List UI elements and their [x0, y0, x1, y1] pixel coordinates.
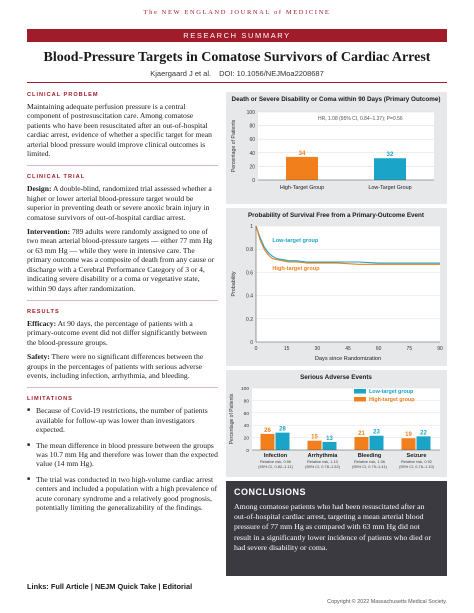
legend-swatch	[354, 397, 366, 402]
bar	[261, 434, 275, 450]
results-heading: RESULTS	[27, 308, 60, 315]
bar-value-label: 28	[279, 426, 286, 433]
bar	[355, 437, 369, 450]
intervention-paragraph	[27, 227, 218, 293]
journal-name: The NEW ENGLAND JOURNAL of MEDICINE	[143, 9, 331, 16]
bar-value-label: 34	[298, 149, 306, 157]
relative-risk-label: Relative risk, 1.10	[307, 459, 338, 464]
bar-value-label: 26	[264, 427, 271, 434]
survival-chart	[226, 208, 447, 366]
y-tick-label: 0.8	[246, 247, 253, 254]
x-tick-label: Bleeding	[357, 453, 382, 459]
x-tick-label: Infection	[263, 453, 288, 459]
copyright: Copyright © 2022 Massachusetts Medical Society.	[327, 599, 447, 605]
series-label: Low-target group	[272, 238, 319, 245]
y-axis-label: Percentage of Patients	[229, 393, 235, 445]
clinical-problem-heading: CLINICAL PROBLEM	[27, 92, 99, 98]
legend-label: High-target group	[369, 397, 415, 403]
relative-risk-ci-label: (95% CI, 0.79–1.41)	[352, 464, 387, 469]
links[interactable]: Links: Full Article | NEJM Quick Take | Editorial	[27, 582, 193, 591]
y-tick-label: 0.4	[246, 293, 253, 300]
limitations-list	[27, 406, 218, 512]
bar-value-label: 15	[311, 434, 318, 441]
y-tick-label: 0	[246, 449, 249, 454]
intervention-label: Intervention:	[27, 227, 71, 237]
y-tick-label: 0	[250, 340, 253, 346]
x-tick-label: Low-Target Group	[368, 185, 412, 191]
bar-value-label: 13	[326, 435, 333, 442]
list-item: ■ The trial was conducted in two high-volume cardiac arrest centers and included a population with a high prevalence of acute coronary syndrome and a relatively good prognosis, potentially limiting the generalizability of the findings.	[27, 475, 218, 513]
y-tick-label: 60	[243, 411, 249, 417]
list-item: ■ Because of Covid-19 restrictions, the number of patients available for follow-up was lower than investigators expected.	[27, 406, 218, 434]
research-summary-band: RESEARCH SUMMARY	[27, 29, 447, 42]
relative-risk-label: Relative risk, 1.06	[354, 459, 385, 464]
x-tick-label: 60	[375, 346, 382, 352]
bar	[308, 441, 322, 450]
chart-title: Probability of Survival Free from a Primary-Outcome Event	[247, 212, 425, 219]
safety-text: There were no significant differences between the groups in the percentages of patients with serious adverse events, including infection, arrhythmia, and bleeding.	[27, 352, 204, 380]
plot-area	[258, 112, 434, 180]
section-divider	[27, 300, 218, 301]
efficacy-paragraph	[27, 319, 218, 347]
safety-label: Safety:	[27, 352, 50, 362]
efficacy-label: Efficacy:	[27, 318, 57, 328]
doi[interactable]: DOI: 10.1056/NEJMoa2208687	[219, 69, 324, 78]
annotation: HR, 1.08 (95% CI, 0.84–1.37); P=0.56	[318, 116, 403, 122]
y-tick-label: 100	[240, 387, 249, 392]
primary-outcome-panel	[226, 92, 447, 204]
bar-value-label: 22	[420, 430, 427, 437]
bar	[286, 157, 318, 180]
y-tick-label: 100	[246, 110, 255, 116]
bar	[417, 436, 431, 450]
x-axis-label: Days since Randomization	[314, 356, 382, 362]
design-label: Design:	[27, 184, 52, 194]
y-tick-label: 20	[243, 436, 249, 442]
design-text: A double-blind, randomized trial assessed whether a higher or lower arterial blood-pressure target would be superior in preventing death or severe anoxic brain injury in comatose survivors of out-of-hospital cardiac arrest.	[27, 184, 212, 222]
efficacy-text: At 90 days, the percentage of patients with a primary-outcome event did not differ significantly between the blood-pressure groups.	[27, 318, 207, 347]
chart-title: Death or Severe Disability or Coma within 90 Days (Primary Outcome)	[231, 96, 441, 103]
bar	[374, 158, 406, 180]
y-tick-label: 20	[249, 164, 255, 171]
design-paragraph	[27, 184, 218, 222]
limitations-heading: LIMITATIONS	[27, 396, 73, 403]
y-tick-label: 0	[252, 178, 255, 184]
y-axis-label: Probability	[231, 271, 237, 297]
y-tick-label: 80	[249, 123, 255, 130]
x-tick-label: Arrhythmia	[307, 453, 338, 459]
x-tick-label: Seizure	[406, 453, 427, 459]
relative-risk-ci-label: (95% CI, 0.78–1.52)	[305, 464, 340, 469]
byline	[0, 69, 474, 78]
bar-value-label: 21	[358, 430, 365, 437]
x-tick-label: 30	[314, 346, 321, 352]
relative-risk-ci-label: (95% CI, 0.82–1.11)	[258, 464, 293, 469]
relative-risk-label: Relative risk, 0.96	[260, 459, 291, 464]
clinical-problem-text: Maintaining adequate perfusion pressure is a central component of postresuscitation care. Among comatose patients who have been resuscitated after an out-of-hospital cardiac arrest, evidence of whether a specific target for mean arterial blood pressure would improve clinical outcomes is limited.	[27, 102, 212, 159]
relative-risk-ci-label: (95% CI, 0.76–1.10)	[399, 464, 434, 469]
conclusions-box	[226, 481, 447, 576]
bar	[402, 438, 416, 450]
legend-label: Low-target group	[369, 389, 414, 395]
list-item: ■ The mean difference in blood pressure between the groups was 10.7 mm Hg and therefore was lower than the expected value (14 mm Hg).	[27, 441, 218, 469]
x-tick-label: High-Target Group	[279, 185, 325, 191]
y-axis-label: Percentage of Patients	[231, 119, 237, 173]
x-tick-label: 15	[283, 346, 290, 352]
x-tick-label: 75	[406, 346, 413, 352]
y-tick-label: 0.2	[246, 316, 253, 323]
y-tick-label: 40	[243, 424, 249, 430]
series-label: High-target group	[272, 266, 320, 273]
conclusions-heading: CONCLUSIONS	[234, 487, 307, 497]
y-tick-label: 60	[249, 137, 255, 144]
bar-value-label: 32	[386, 151, 394, 159]
y-tick-label: 1	[250, 224, 253, 230]
left-column	[27, 92, 218, 518]
y-tick-label: 0.6	[246, 270, 253, 277]
authors: Kjaergaard J et al.	[150, 69, 212, 78]
legend-swatch	[354, 389, 366, 394]
x-tick-label: 0	[254, 346, 258, 352]
x-tick-label: 45	[345, 346, 351, 352]
primary-outcome-chart	[226, 92, 447, 204]
bar	[323, 442, 337, 450]
y-tick-label: 80	[243, 399, 249, 405]
adverse-events-panel	[226, 370, 447, 477]
adverse-events-chart	[226, 370, 447, 477]
bar	[370, 436, 384, 450]
chart-title: Serious Adverse Events	[300, 374, 372, 381]
clinical-trial-heading: CLINICAL TRIAL	[27, 174, 86, 181]
x-tick-label: 90	[437, 346, 443, 352]
header-divider	[27, 82, 447, 83]
safety-paragraph	[27, 352, 218, 380]
section-divider	[27, 387, 218, 388]
bar	[276, 433, 290, 450]
conclusions-text: Among comatose patients who had been resuscitated after an out-of-hospital cardiac arrest, targeting a mean arterial blood pressure of 77 mm Hg as compared with 63 mm Hg did not result in a significantly lower incidence of patients who died or had severe disability or coma.	[234, 502, 432, 552]
bar-value-label: 19	[405, 432, 412, 439]
relative-risk-label: Relative risk, 0.92	[401, 459, 432, 464]
intervention-text: 789 adults were randomly assigned to one of two mean arterial blood-pressure targets — either 77 mm Hg or 63 mm Hg — while they were in intensive care. The primary outcome was a composite of death from any cause or discharge with a Cerebral Performance Category of 3 or 4, indicating severe disability or a coma or vegetative state, within 90 days after randomization.	[27, 227, 215, 293]
y-tick-label: 40	[249, 150, 255, 157]
page-title: Blood-Pressure Targets in Comatose Survivors of Cardiac Arrest	[43, 50, 431, 65]
section-divider	[27, 165, 218, 166]
survival-panel	[226, 208, 447, 366]
bar-value-label: 23	[373, 429, 380, 436]
